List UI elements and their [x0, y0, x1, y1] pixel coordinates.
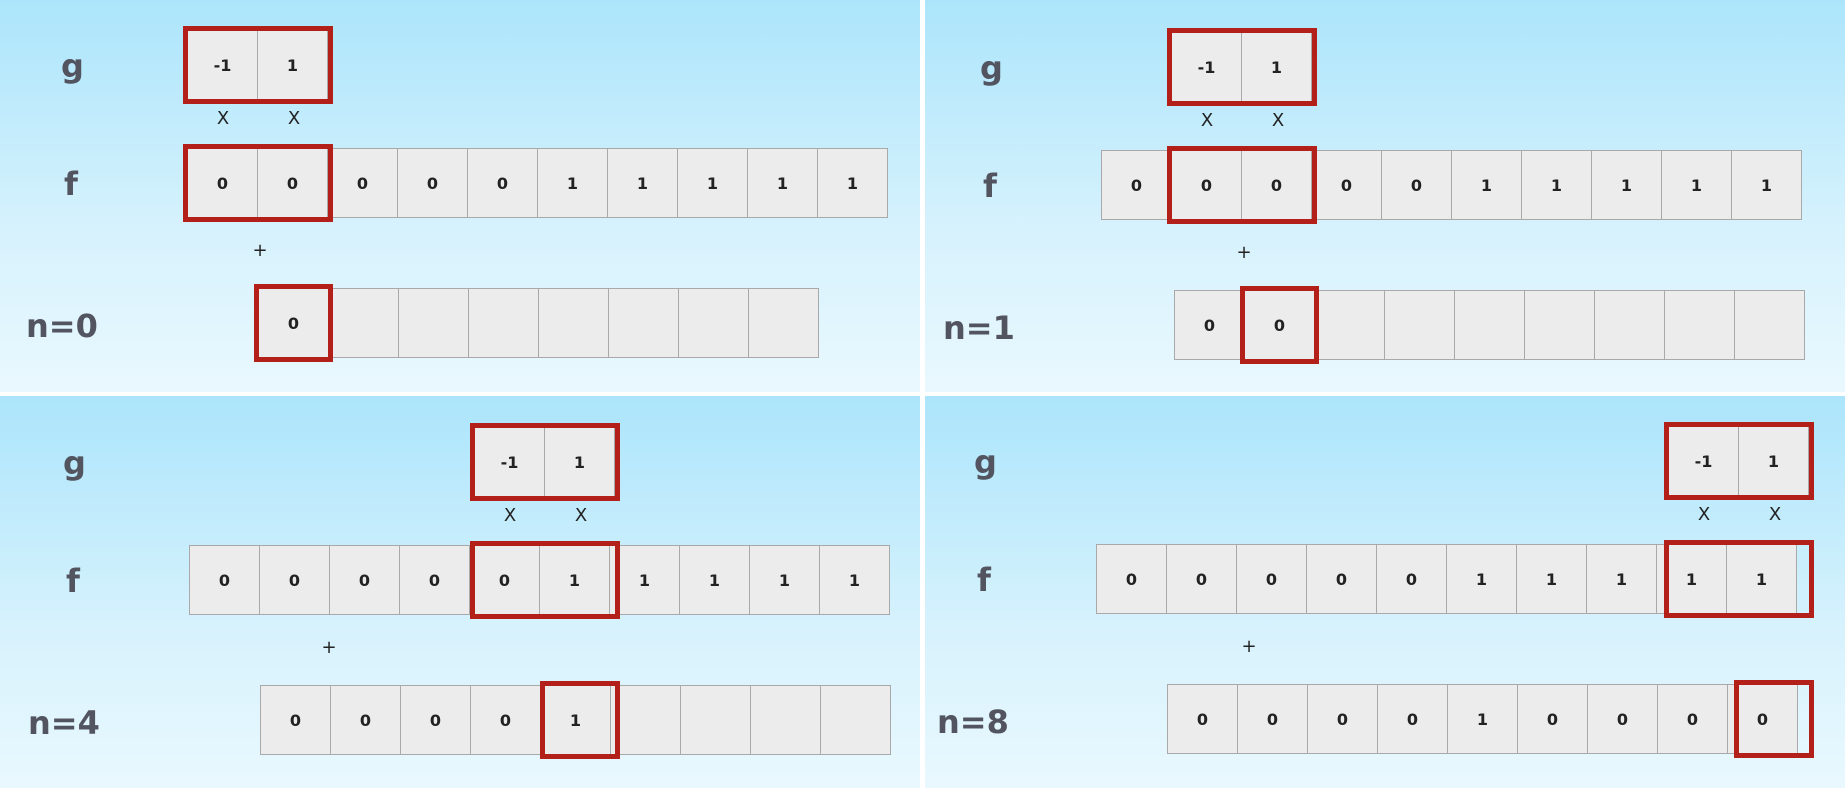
- plus-sign: +: [1236, 242, 1252, 263]
- result-cell: [328, 288, 399, 358]
- g-cell: -1: [1668, 426, 1739, 496]
- f-cell: 0: [1166, 544, 1237, 614]
- result-cell: 0: [260, 685, 331, 755]
- f-cell: 1: [539, 545, 610, 615]
- result-cell: 0: [1237, 684, 1308, 754]
- result-cell: [680, 685, 751, 755]
- f-row: [1101, 150, 1802, 220]
- result-cell: 0: [1657, 684, 1728, 754]
- label-g: g: [980, 49, 1003, 87]
- f-cell: 0: [399, 545, 470, 615]
- f-cell: 1: [679, 545, 750, 615]
- times-sign: X: [1271, 110, 1285, 131]
- f-cell: 0: [467, 148, 538, 218]
- f-cell: 1: [1656, 544, 1727, 614]
- result-cell: [1734, 290, 1805, 360]
- result-cell: [1594, 290, 1665, 360]
- f-cell: 1: [1451, 150, 1522, 220]
- f-cell: 0: [1101, 150, 1172, 220]
- result-cell: 0: [470, 685, 541, 755]
- step-label: n=0: [26, 307, 98, 345]
- result-cell: [820, 685, 891, 755]
- result-cell: 0: [1517, 684, 1588, 754]
- result-cell: 0: [400, 685, 471, 755]
- label-f: f: [983, 167, 997, 205]
- result-cell: 0: [330, 685, 401, 755]
- f-cell: 0: [469, 545, 540, 615]
- f-row: [1096, 544, 1797, 614]
- f-cell: 0: [1241, 150, 1312, 220]
- step-label: n=1: [943, 309, 1015, 347]
- result-cell: [608, 288, 679, 358]
- times-sign: X: [574, 505, 588, 526]
- result-cell: [1524, 290, 1595, 360]
- result-row: [1167, 684, 1798, 754]
- times-sign: X: [216, 108, 230, 129]
- result-cell: 0: [1377, 684, 1448, 754]
- result-cell: 0: [1587, 684, 1658, 754]
- label-f: f: [64, 165, 78, 203]
- result-cell: [468, 288, 539, 358]
- f-cell: 0: [1381, 150, 1452, 220]
- result-cell: 0: [1307, 684, 1378, 754]
- f-cell: 1: [607, 148, 678, 218]
- result-cell: [750, 685, 821, 755]
- result-cell: 0: [1727, 684, 1798, 754]
- result-row: [258, 288, 819, 358]
- f-cell: 1: [677, 148, 748, 218]
- label-g: g: [63, 444, 86, 482]
- result-cell: [678, 288, 749, 358]
- f-cell: 1: [817, 148, 888, 218]
- f-cell: 1: [1521, 150, 1592, 220]
- f-cell: 0: [327, 148, 398, 218]
- result-cell: [1664, 290, 1735, 360]
- f-cell: 1: [609, 545, 680, 615]
- result-cell: [1384, 290, 1455, 360]
- result-row: [260, 685, 891, 755]
- plus-sign: +: [1241, 636, 1257, 657]
- result-cell: 0: [1167, 684, 1238, 754]
- times-sign: X: [1200, 110, 1214, 131]
- g-row: [474, 427, 615, 497]
- f-cell: 1: [1586, 544, 1657, 614]
- f-cell: 0: [1236, 544, 1307, 614]
- f-cell: 0: [1306, 544, 1377, 614]
- result-cell: [538, 288, 609, 358]
- f-cell: 0: [259, 545, 330, 615]
- panel-n0: [0, 0, 920, 392]
- f-cell: 0: [187, 148, 258, 218]
- g-row: [1668, 426, 1809, 496]
- result-row: [1174, 290, 1805, 360]
- f-cell: 1: [747, 148, 818, 218]
- result-cell: 0: [1174, 290, 1245, 360]
- times-sign: X: [1768, 504, 1782, 525]
- g-cell: 1: [544, 427, 615, 497]
- f-cell: 1: [1726, 544, 1797, 614]
- times-sign: X: [287, 108, 301, 129]
- g-row: [1171, 32, 1312, 102]
- f-cell: 1: [819, 545, 890, 615]
- label-g: g: [61, 47, 84, 85]
- step-label: n=8: [937, 703, 1009, 741]
- f-cell: 0: [329, 545, 400, 615]
- panel-n4: [0, 396, 920, 788]
- f-cell: 1: [537, 148, 608, 218]
- f-cell: 0: [1376, 544, 1447, 614]
- result-cell: [610, 685, 681, 755]
- plus-sign: +: [252, 240, 268, 261]
- f-cell: 1: [1731, 150, 1802, 220]
- f-cell: 1: [1661, 150, 1732, 220]
- f-cell: 0: [1311, 150, 1382, 220]
- label-f: f: [66, 562, 80, 600]
- f-cell: 0: [1096, 544, 1167, 614]
- times-sign: X: [503, 505, 517, 526]
- g-cell: -1: [187, 30, 258, 100]
- result-cell: [748, 288, 819, 358]
- result-cell: [398, 288, 469, 358]
- f-cell: 1: [1516, 544, 1587, 614]
- f-cell: 0: [257, 148, 328, 218]
- result-cell: 0: [258, 288, 329, 358]
- label-f: f: [977, 561, 991, 599]
- g-row: [187, 30, 328, 100]
- result-cell: [1314, 290, 1385, 360]
- f-cell: 0: [1171, 150, 1242, 220]
- result-cell: 0: [1244, 290, 1315, 360]
- result-cell: [1454, 290, 1525, 360]
- result-cell: 1: [540, 685, 611, 755]
- g-cell: -1: [1171, 32, 1242, 102]
- g-cell: 1: [1241, 32, 1312, 102]
- f-row: [189, 545, 890, 615]
- times-sign: X: [1697, 504, 1711, 525]
- f-cell: 0: [189, 545, 260, 615]
- g-cell: 1: [1738, 426, 1809, 496]
- f-cell: 1: [1591, 150, 1662, 220]
- f-cell: 1: [749, 545, 820, 615]
- f-row: [187, 148, 888, 218]
- step-label: n=4: [28, 704, 100, 742]
- panel-n1: [925, 0, 1845, 392]
- plus-sign: +: [321, 637, 337, 658]
- label-g: g: [974, 443, 997, 481]
- f-cell: 1: [1446, 544, 1517, 614]
- g-cell: 1: [257, 30, 328, 100]
- result-cell: 1: [1447, 684, 1518, 754]
- g-cell: -1: [474, 427, 545, 497]
- f-cell: 0: [397, 148, 468, 218]
- panel-n8: [925, 396, 1845, 788]
